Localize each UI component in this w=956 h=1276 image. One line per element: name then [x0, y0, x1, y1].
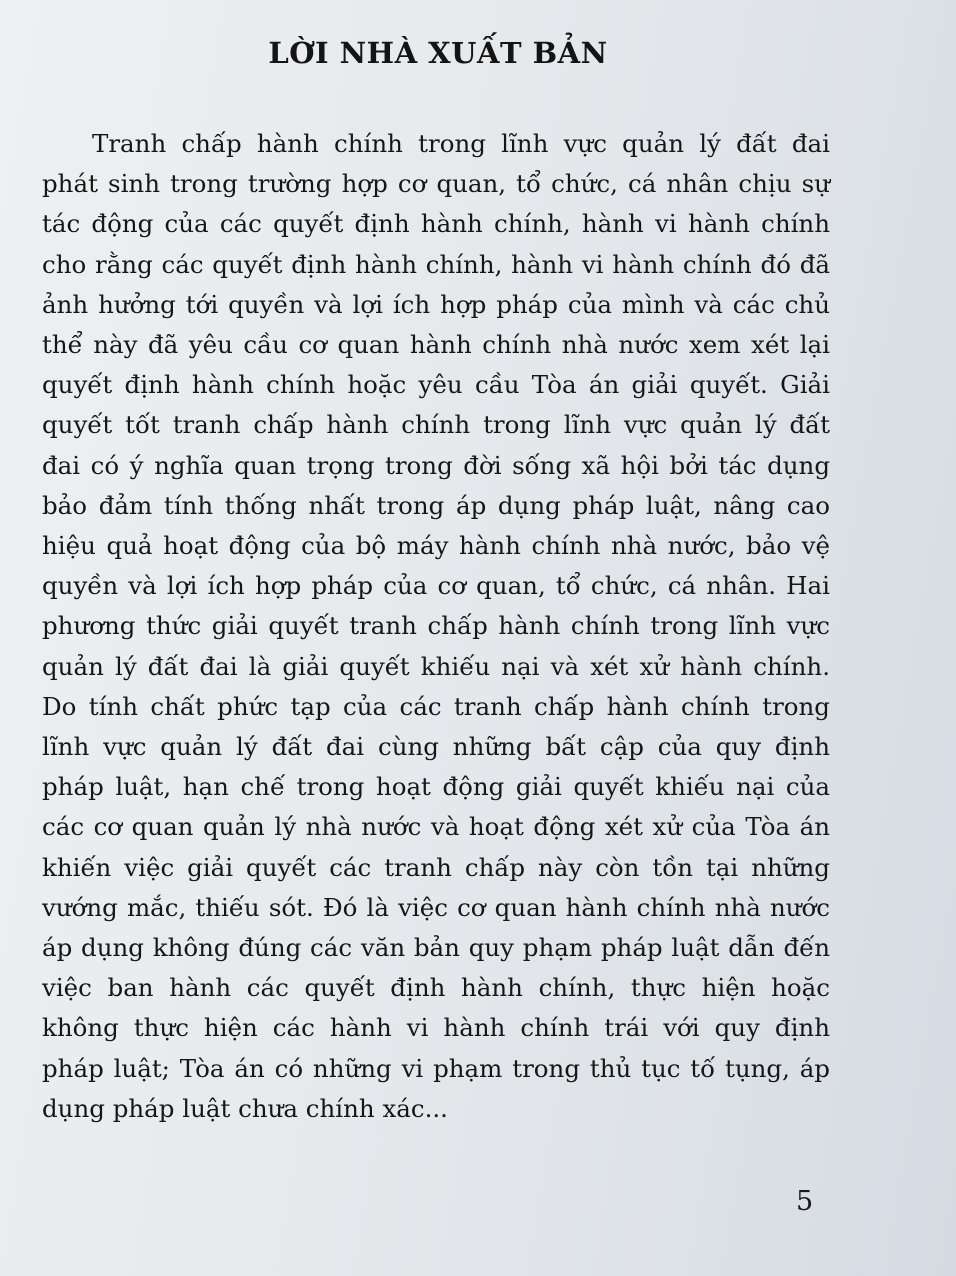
paragraph-line: pháp luật, hạn chế trong hoạt động giải quyết khiếu nại của — [42, 772, 830, 802]
paragraph-line: không thực hiện các hành vi hành chính trái với quy định — [42, 1013, 830, 1043]
paragraph-line: cho rằng các quyết định hành chính, hành vi hành chính đó đã — [42, 249, 830, 279]
paragraph-line: áp dụng không đúng các văn bản quy phạm pháp luật dẫn đến — [42, 933, 830, 963]
paragraph-line: dụng pháp luật chưa chính xác... — [42, 1093, 448, 1123]
paragraph-line: phương thức giải quyết tranh chấp hành chính trong lĩnh vực — [42, 611, 830, 641]
paragraph-line: khiến việc giải quyết các tranh chấp này còn tồn tại những — [42, 852, 830, 882]
paragraph-line: ảnh hưởng tới quyền và lợi ích hợp pháp của mình và các chủ — [42, 289, 830, 319]
paragraph-line: quản lý đất đai là giải quyết khiếu nại và xét xử hành chính. — [42, 651, 830, 681]
paragraph-line: quyết tốt tranh chấp hành chính trong lĩnh vực quản lý đất — [42, 410, 830, 440]
paragraph-line: Do tính chất phức tạp của các tranh chấp hành chính trong — [42, 691, 830, 721]
paragraph-line: quyền và lợi ích hợp pháp của cơ quan, tổ chức, cá nhân. Hai — [42, 571, 830, 601]
paragraph-line: phát sinh trong trường hợp cơ quan, tổ chức, cá nhân chịu sự — [42, 169, 830, 199]
paragraph-line: các cơ quan quản lý nhà nước và hoạt động xét xử của Tòa án — [42, 812, 830, 842]
paragraph-line: bảo đảm tính thống nhất trong áp dụng pháp luật, nâng cao — [42, 490, 830, 520]
paragraph-line: pháp luật; Tòa án có những vi phạm trong thủ tục tố tụng, áp — [42, 1053, 830, 1083]
paragraph-line: vướng mắc, thiếu sót. Đó là việc cơ quan hành chính nhà nước — [42, 892, 830, 922]
paragraph-line: việc ban hành các quyết định hành chính, thực hiện hoặc — [42, 973, 830, 1003]
paragraph-line: đai có ý nghĩa quan trọng trong đời sống xã hội bởi tác dụng — [42, 450, 830, 480]
paragraph-line: thể này đã yêu cầu cơ quan hành chính nhà nước xem xét lại — [42, 330, 830, 360]
paragraph-line: hiệu quả hoạt động của bộ máy hành chính nhà nước, bảo vệ — [42, 531, 830, 561]
paragraph-line: tác động của các quyết định hành chính, hành vi hành chính — [42, 209, 830, 239]
paragraph-line: lĩnh vực quản lý đất đai cùng những bất cập của quy định — [42, 732, 830, 762]
paragraph-line: quyết định hành chính hoặc yêu cầu Tòa án giải quyết. Giải — [42, 370, 830, 400]
page-heading: LỜI NHÀ XUẤT BẢN — [268, 36, 608, 70]
body-paragraph — [42, 124, 830, 1129]
page-number: 5 — [796, 1186, 814, 1217]
paragraph-line: Tranh chấp hành chính trong lĩnh vực quản lý đất đai — [92, 129, 830, 158]
